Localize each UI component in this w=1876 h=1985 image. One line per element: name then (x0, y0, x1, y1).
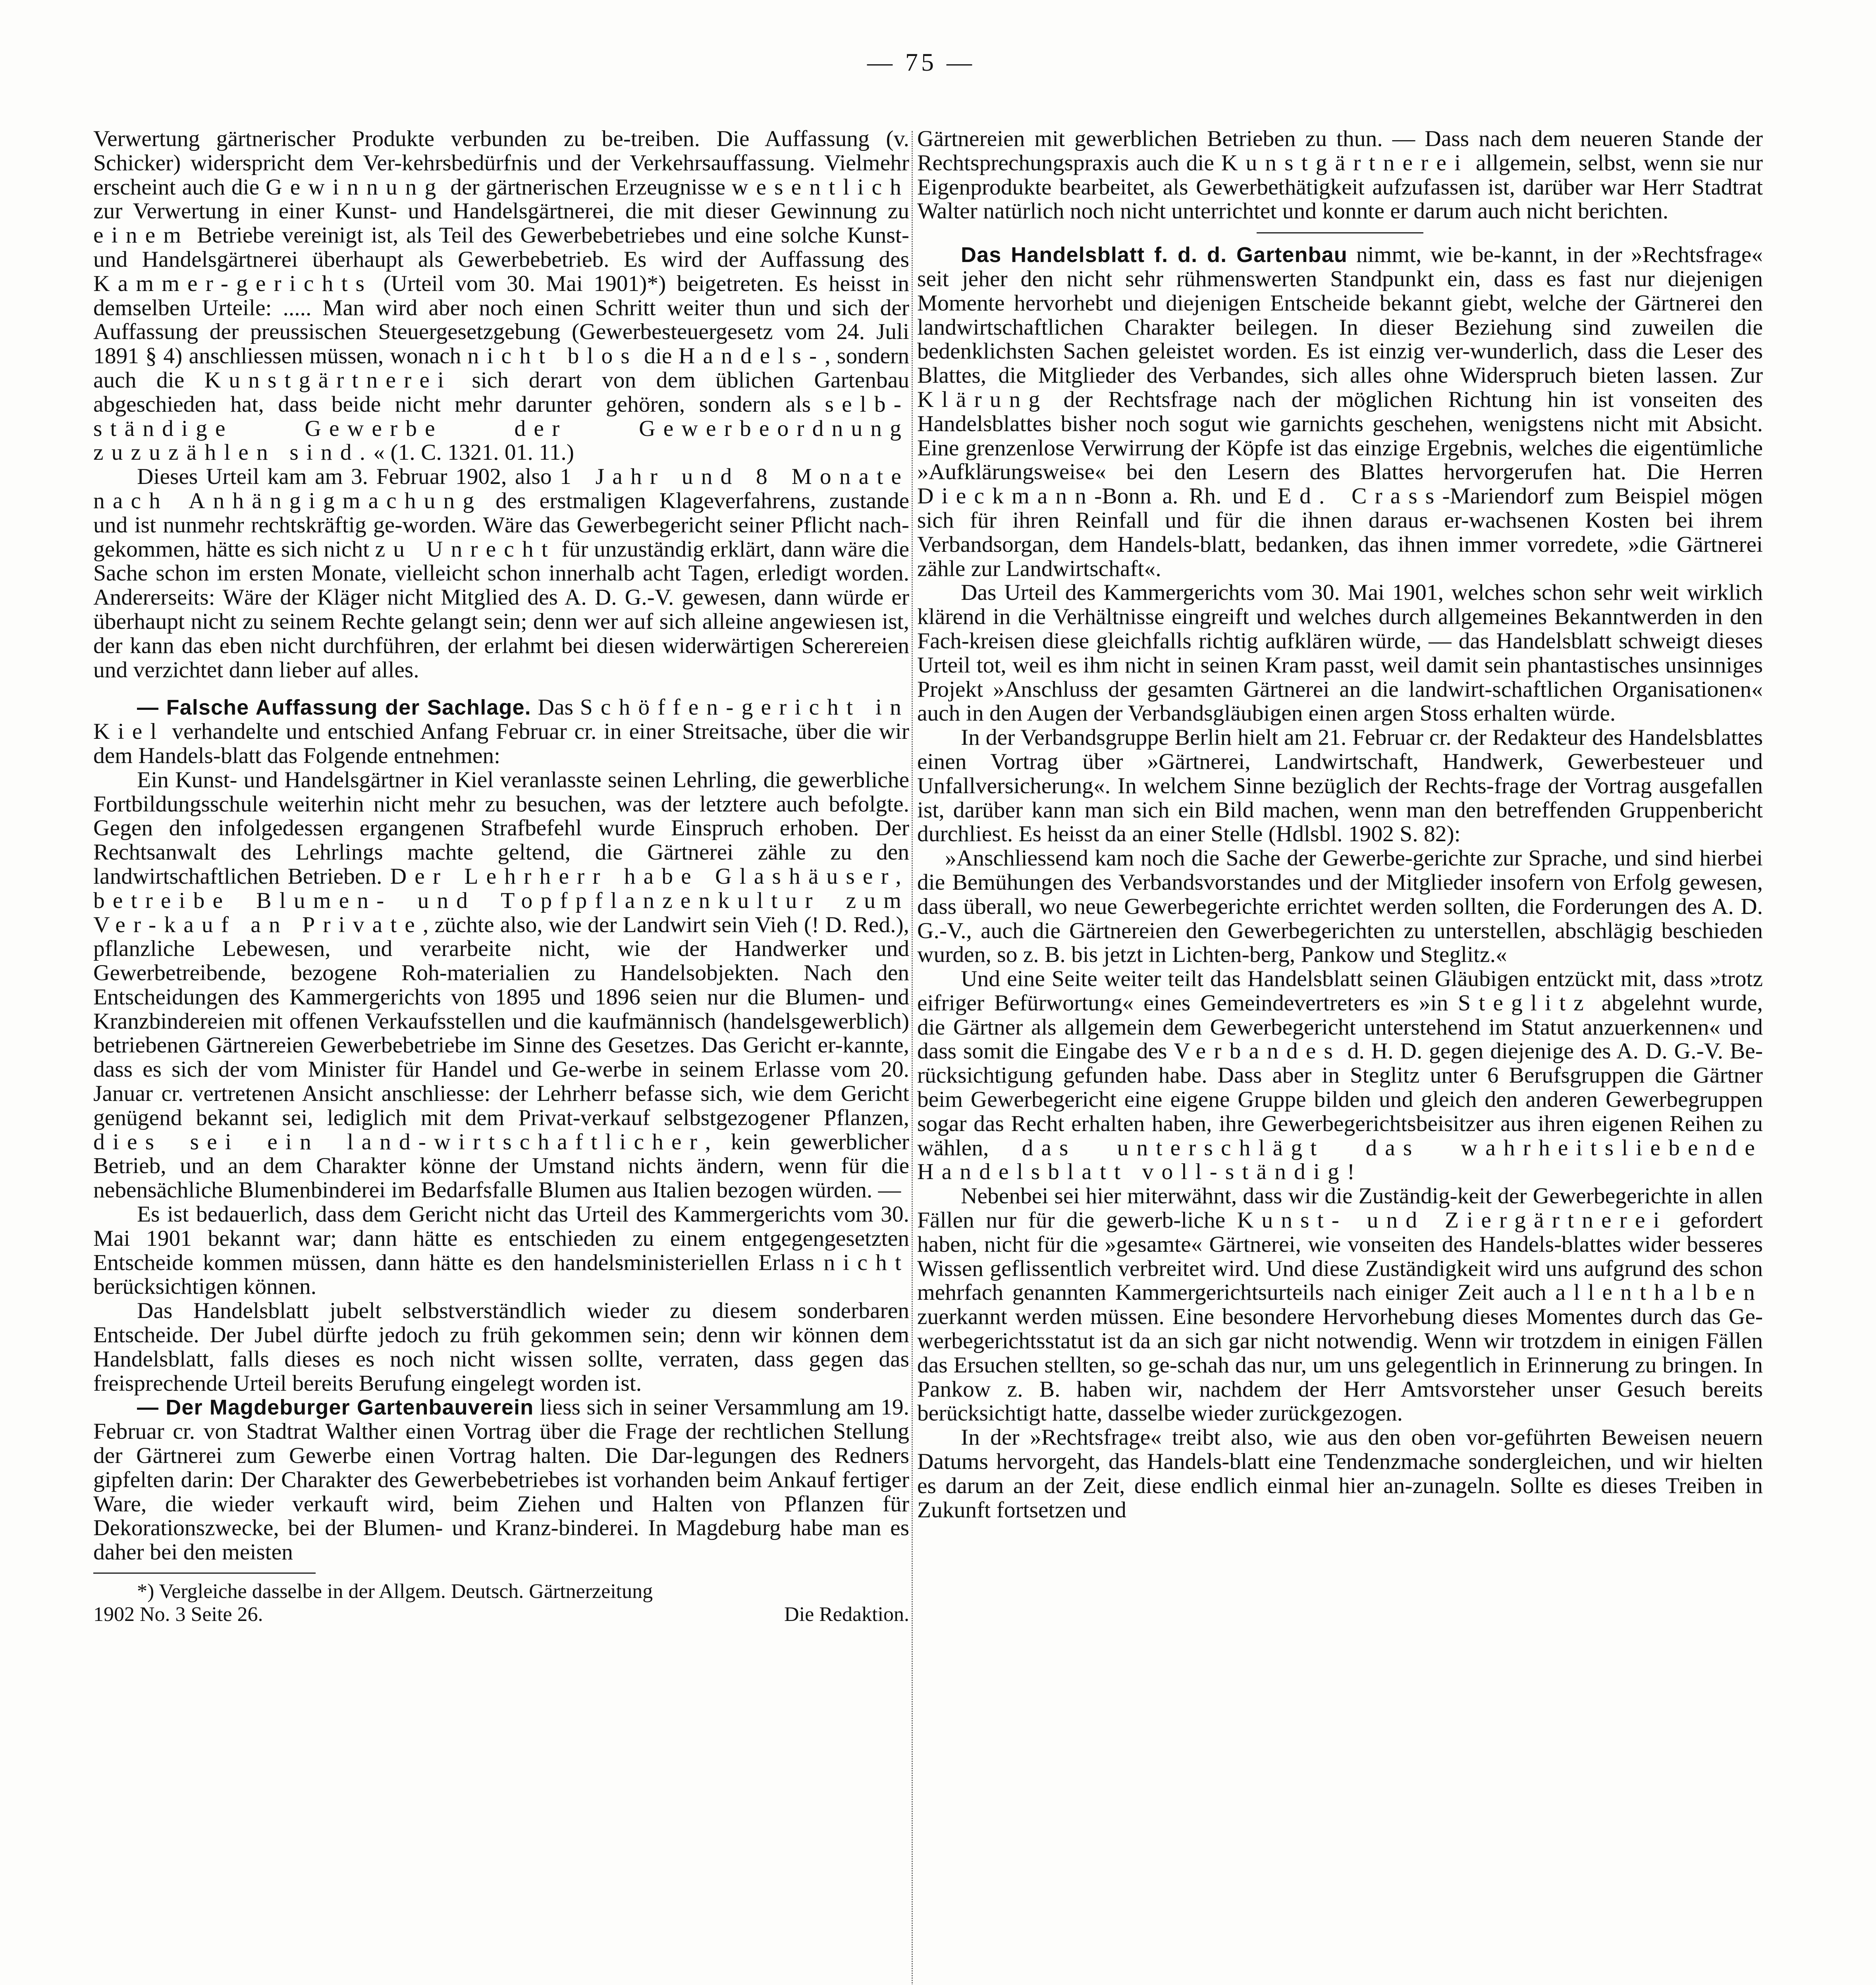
footnote-signature: Die Redaktion. (784, 1603, 909, 1626)
section-rule (1257, 232, 1423, 233)
article-heading: — Der Magdeburger Gartenbauverein (137, 1395, 534, 1420)
right-column (917, 127, 1763, 1522)
paragraph: Dieses Urteil kam am 3. Februar 1902, also 1 Jahr und 8 Monate nach Anhängigmachung des erstmaligen Klageverfahrens, zustande und ist nunmehr rechtskräftig ge-worden. Wäre das Gewerbegericht seiner Pflicht nach-gekommen, hätte es sich nicht zu Unrecht für unzuständig erklärt, dann wäre die Sache schon im ersten Monate, vielleicht schon innerhalb acht Tagen, erledigt worden. Andererseits: Wäre der Kläger nicht Mitglied des A. D. G.-V. gewesen, dann würde er überhaupt nicht zu seinem Rechte gelangt sein; denn wer auf sich alleine angewiesen ist, der kann das eben nicht durchführen, der erlahmt bei diesen widerwärtigen Scherereien und verzichtet dann lieber auf alles. (93, 464, 910, 682)
spacer (93, 682, 909, 696)
article-handelsblatt: Das Handelsblatt f. d. d. Gartenbau nimmt, wie be-kannt, in der »Rechtsfrage« seit jeher den nicht sehr rühmenswerten Standpunkt ein, dass es fast nur diejenigen Momente hervorhebt und diejenigen Entscheide bekannt giebt, welche der Gärtnerei den landwirtschaftlichen Charakter beilegen. In dieser Beziehung sind zuweilen die bedenklichsten Sachen geleistet worden. Es ist einzig ver-wunderlich, dass die Leser des Blattes, die Mitglieder des Verbandes, sich alles ohne Widerspruch bieten lassen. Zur Klärung der Rechtsfrage nach der möglichen Richtung hin ist vonseiten des Handelsblattes bisher noch sogut wie garnichts geschehen, wenigstens nicht mit Absicht. Eine grenzenlose Verwirrung der Köpfe ist das einzige Ergebnis, welches die eigentümliche »Aufklärungsweise« bei den Lesern des Blattes hervorgerufen hat. Die Herren Dieckmann-Bonn a. Rh. und Ed. Crass-Mariendorf zum Beispiel mögen sich für ihren Reinfall und für die ihnen daraus er-wachsenen Kosten bei ihrem Verbandsorgan, dem Handels-blatt, bedanken, das ihnen immer vorredete, »die Gärtnerei zähle zur Landwirtschaft«. (917, 242, 1763, 581)
article-heading: — Falsche Auffassung der Sachlage. (137, 696, 531, 720)
footnote-line: 1902 No. 3 Seite 26. Die Redaktion. (93, 1603, 909, 1626)
paragraph: Verwertung gärtnerischer Produkte verbunden zu be-treiben. Die Auffassung (v. Schicker) widerspricht dem Ver-kehrsbedürfnis und der Verkehrsauffassung. Vielmehr erscheint auch die Gewinnung der gärtnerischen Erzeugnisse wesentlich zur Verwertung in einer Kunst- und Handelsgärtnerei, die mit dieser Gewinnung zu einem Betriebe vereinigt ist, als Teil des Gewerbebetriebes und eine solche Kunst- und Handelsgärtnerei überhaupt als Gewerbebetrieb. Es wird der Auffassung des Kammer-gerichts (Urteil vom 30. Mai 1901)*) beigetreten. Es heisst in demselben Urteile: ..... Man wird aber noch einen Schritt weiter thun und sich der Auffassung der preussischen Steuergesetzgebung (Gewerbesteuergesetz vom 24. Juli 1891 § 4) anschliessen müssen, wonach nicht blos die Handels-, sondern auch die Kunstgärtnerei sich derart von dem üblichen Gartenbau abgeschieden hat, dass beide nicht mehr darunter gehören, sondern als selb-ständige Gewerbe der Gewerbeordnung zuzuzählen sind.« (1. C. 1321. 01. 11.) (93, 126, 909, 465)
footnote-line: *) Vergleiche dasselbe in der Allgem. Deutsch. Gärtnerzeitung (137, 1580, 653, 1603)
page-number: — 75 — (867, 48, 975, 76)
paragraph: In der Verbandsgruppe Berlin hielt am 21. Februar cr. der Redakteur des Handelsblattes einen Vortrag über »Gärtnerei, Landwirtschaft, Handwerk, Gewerbesteuer und Unfallversicherung«. In welchem Sinne bezüglich der Rechts-frage der Vortrag ausgefallen ist, darüber kann man sich ein Bild machen, wenn man den betreffenden Gruppenbericht durchliest. Es heisst da an einer Stelle (Hdlsbl. 1902 S. 82): (917, 725, 1763, 847)
column-divider (912, 131, 913, 1985)
quotation: »Anschliessend kam noch die Sache der Gewerbe-gerichte zur Sprache, und sind hierbei die Bemühungen des Verbandsvorstandes und der Mitglieder insofern von Erfolg gewesen, dass überall, wo neue Gewerbegerichte errichtet werden sollten, die Forderungen des A. D. G.-V., auch die Gärtnereien den Gewerbegerichten zu unterstellen, abschlägig beschieden wurden, so z. B. bis jetzt in Lichten-berg, Pankow und Steglitz.« (917, 846, 1763, 967)
paragraph: Das Urteil des Kammergerichts vom 30. Mai 1901, welches schon sehr weit wirklich klärend in die Verhältnisse eingreift und welches durch allgemeines Bekanntwerden in den Fach-kreisen diese gleichfalls richtig aufklären würde, — das Handelsblatt schweigt dieses Urteil tot, weil es ihm nicht in seinen Kram passt, weil damit sein phantastisches unsinniges Projekt »Anschluss der gesamten Gärtnerei an die landwirt-schaftlichen Organisationen« auch in den Augen der Verbandsgläubigen einen argen Stoss erhalten würde. (917, 580, 1763, 726)
paragraph: Ein Kunst- und Handelsgärtner in Kiel veranlasste seinen Lehrling, die gewerbliche Fortbildungsschule weiterhin nicht mehr zu besuchen, was der letztere auch befolgte. Gegen den infolgedessen ergangenen Strafbefehl wurde Einspruch erhoben. Der Rechtsanwalt des Lehrlings machte geltend, die Gärtnerei zähle zu den landwirtschaftlichen Betrieben. Der Lehrherr habe Glashäuser, betreibe Blumen- und Topfpflanzenkultur zum Ver-kauf an Private, züchte also, wie der Landwirt sein Vieh (! D. Red.), pflanzliche Lebewesen, und verarbeite nicht, wie der Handwerker und Gewerbetreibende, bezogene Roh-materialien zu Handelsobjekten. Nach den Entscheidungen des Kammergerichts von 1895 und 1896 seien nur die Blumen- und Kranzbindereien mit offenen Verkaufsstellen und die kaufmännisch (handelsgewerblich) betriebenen Gärtnereien Gewerbebetriebe im Sinne des Gesetzes. Das Gericht er-kannte, dass es sich der vom Minister für Handel und Ge-werbe in seinem Erlasse vom 20. Januar cr. vertretenen Ansicht anschliesse: der Lehrherr befasse sich, wie dem Gericht genügend bekannt sei, lediglich mit dem Privat-verkauf selbstgezogener Pflanzen, dies sei ein land-wirtschaftlicher, kein gewerblicher Betrieb, und an dem Charakter könne der Umstand nichts ändern, wenn für die nebensächliche Blumenbinderei im Bedarfsfalle Blumen aus Italien bezogen würden. — (93, 767, 909, 1203)
article-magdeburger-gartenbauverein: — Der Magdeburger Gartenbauverein liess sich in seiner Versammlung am 19. Februar cr. von Stadtrat Walther einen Vortrag über die Frage der rechtlichen Stellung der Gärtnerei zum Gewerbe einen Vortrag halten. Die Dar-legungen des Redners gipfelten darin: Der Charakter des Gewerbebetriebes ist vorhanden beim Ankauf fertiger Ware, die wieder verkauft wird, beim Ziehen und Halten von Pflanzen für Dekorationszwecke, bei der Blumen- und Kranz-binderei. In Magdeburg habe man es daher bei den meisten (93, 1395, 910, 1565)
left-column (93, 127, 909, 1626)
paragraph: Gärtnereien mit gewerblichen Betrieben zu thun. — Dass nach dem neueren Stande der Rechtsprechungspraxis auch die Kunstgärtnerei allgemein, selbst, wenn sie nur Eigenprodukte bearbeitet, als Gewerbethätigkeit aufzufassen ist, darüber war Herr Stadtrat Walter natürlich noch nicht unterrichtet und konnte er darum auch nicht berichten. (917, 126, 1763, 224)
paragraph: Es ist bedauerlich, dass dem Gericht nicht das Urteil des Kammergerichts vom 30. Mai 1901 bekannt war; dann hätte es entschieden zu einem entgegengesetzten Entscheide kommen müssen, dann hätte es den handelsministeriellen Erlass nicht berücksichtigen können. (93, 1202, 909, 1299)
article-falsche-auffassung: — Falsche Auffassung der Sachlage. Das Schöffen-gericht in Kiel verhandelte und entschied Anfang Februar cr. in einer Streitsache, über die wir dem Handels-blatt das Folgende entnehmen: (93, 695, 909, 768)
footnote (93, 1580, 909, 1626)
paragraph: In der »Rechtsfrage« treibt also, wie aus den oben vor-geführten Beweisen neuern Datums hervorgeht, das Handels-blatt eine Tendenzmache sondergleichen, und wir hielten es darum an der Zeit, diese endlich einmal hier an-zunageln. Sollte es dieses Treiben in Zukunft fortsetzen und (917, 1425, 1763, 1522)
article-heading: Das Handelsblatt f. d. d. Gartenbau (961, 243, 1348, 267)
paragraph: Das Handelsblatt jubelt selbstverständlich wieder zu diesem sonderbaren Entscheide. Der Jubel dürfte jedoch zu früh gekommen sein; denn wir können dem Handelsblatt, falls dieses es noch nicht wissen sollte, verraten, dass gegen das freisprechende Urteil bereits Berufung eingelegt worden ist. (93, 1298, 909, 1396)
paragraph: Nebenbei sei hier miterwähnt, dass wir die Zuständig-keit der Gewerbegerichte in allen Fällen nur für die gewerb-liche Kunst- und Ziergärtnerei gefordert haben, nicht für die »gesamte« Gärtnerei, wie vonseiten des Handels-blattes wider besseres Wissen geflissentlich verbreitet wird. Und diese Zuständigkeit wird uns aufgrund des schon mehrfach genannten Kammergerichtsurteils nach einiger Zeit auch allenthalben zuerkannt werden müssen. Eine besondere Hervorhebung dieses Momentes durch das Ge-werbegerichtsstatut ist da an sich gar nicht notwendig. Wenn wir trotzdem in einigen Fällen das Ersuchen stellten, so ge-schah das nur, um uns gelegentlich in Erinnerung zu bringen. In Pankow z. B. haben wir, nachdem der Herr Amtsvorsteher unser Gesuch bereits berücksichtigt hatte, dasselbe wieder zurückgezogen. (917, 1183, 1763, 1426)
paragraph: Und eine Seite weiter teilt das Handelsblatt seinen Gläubigen entzückt mit, dass »trotz eifriger Befürwortung« eines Gemeindevertreters es »in Steglitz abgelehnt wurde, die Gärtner als allgemein dem Gewerbegericht unterstehend im Statut anzuerkennen« und dass somit die Eingabe des Verbandes d. H. D. gegen diejenige des A. D. G.-V. Be-rücksichtigung gefunden habe. Dass aber in Steglitz unter 6 Berufsgruppen die Gärtner beim Gewerbegericht eine eigene Gruppe bilden und gleich den anderen Gewerbegruppen sogar das Recht erhalten haben, ihre Gewerbegerichtsbeisitzer aus ihren eigenen Reihen zu wählen, das unterschlägt das wahrheitsliebende Handelsblatt voll-ständig! (917, 966, 1763, 1185)
footnote-rule (93, 1573, 316, 1574)
